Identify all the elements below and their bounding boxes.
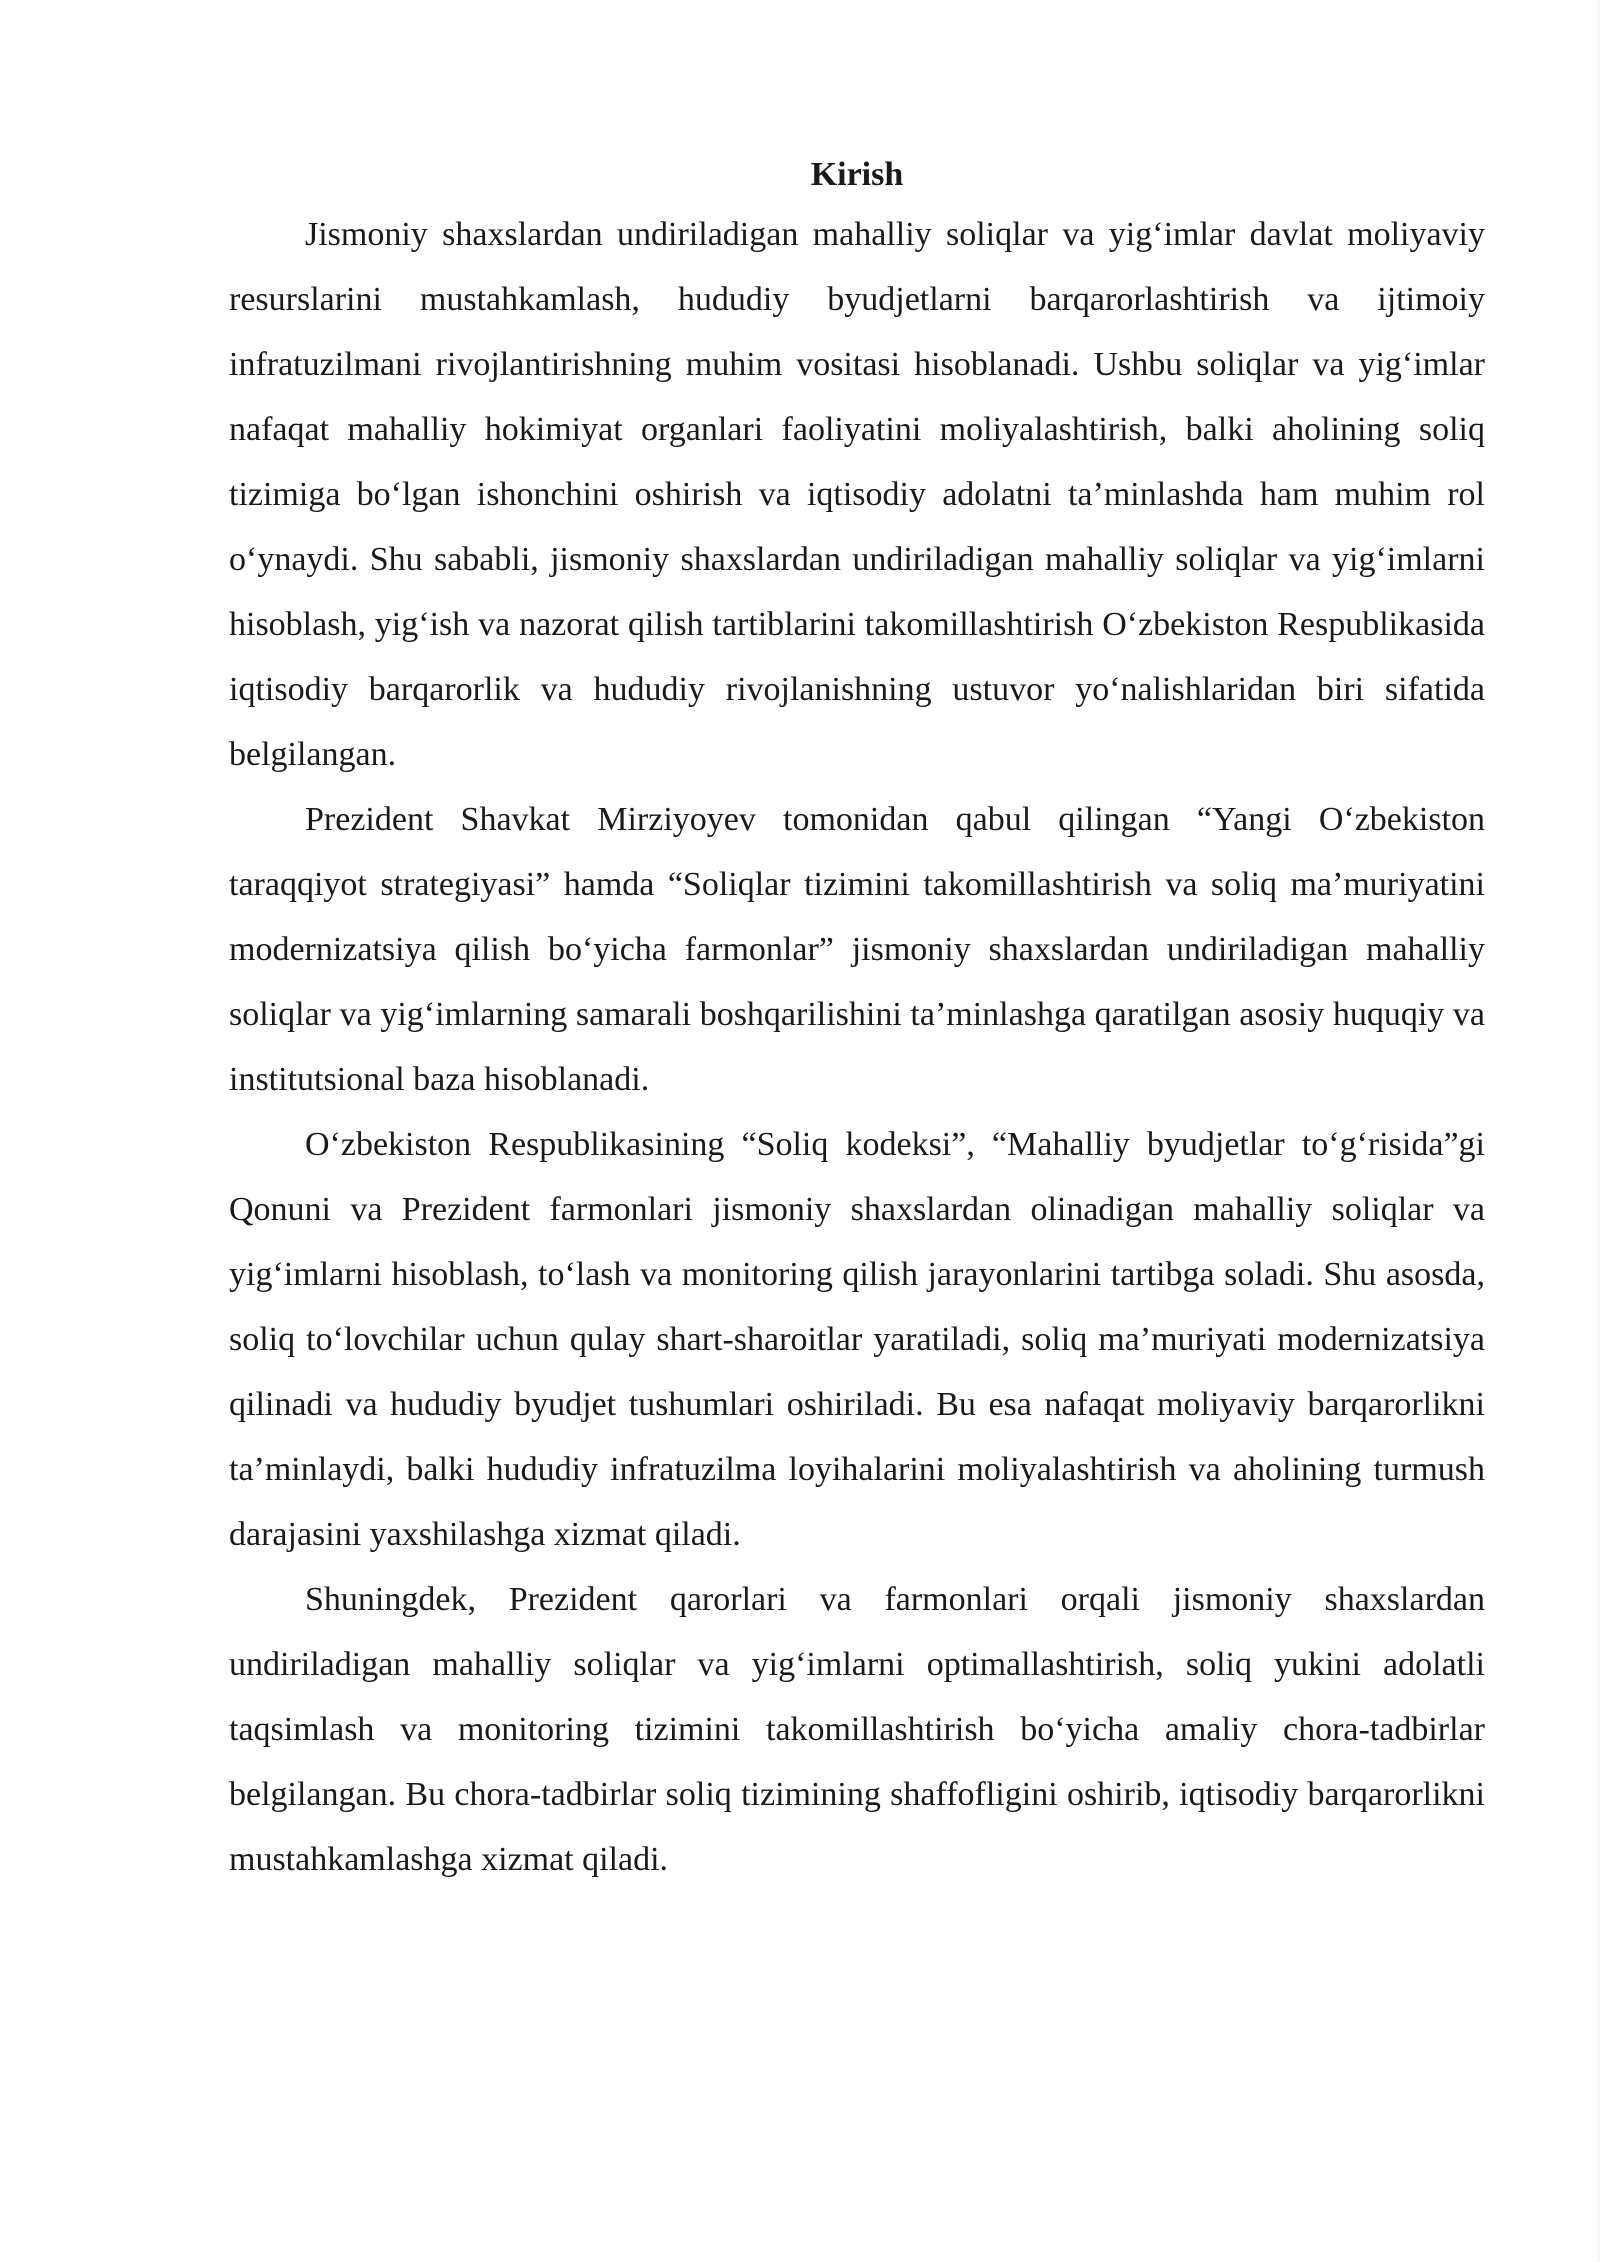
document-body bbox=[229, 148, 1485, 1892]
paragraph-3: O‘zbekiston Respublikasining “Soliq kodeksi”, “Mahalliy byudjetlar to‘g‘risida”gi Qonuni va Prezident farmonlari jismoniy shaxslardan olinadigan mahalliy soliqlar va yig‘imlarni hisoblash, to‘lash va monitoring qilish jarayonlarini tartibga soladi. Shu asosda, soliq to‘lovchilar uchun qulay shart-sharoitlar yaratiladi, soliq ma’muriyati modernizatsiya qilinadi va hududiy byudjet tushumlari oshiriladi. Bu esa nafaqat moliyaviy barqarorlikni ta’minlaydi, balki hududiy infratuzilma loyihalarini moliyalashtirish va aholining turmush darajasini yaxshilashga xizmat qiladi. bbox=[229, 1126, 1485, 1553]
document-title: Kirish bbox=[810, 156, 904, 193]
paragraph-4: Shuningdek, Prezident qarorlari va farmonlari orqali jismoniy shaxslardan undiriladigan mahalliy soliqlar va yig‘imlarni optimallashtirish, soliq yukini adolatli taqsimlash va monitoring tizimini takomillashtirish bo‘yicha amaliy chora-tadbirlar belgilangan. Bu chora-tadbirlar soliq tizimining shaffofligini oshirib, iqtisodiy barqarorlikni mustahkamlashga xizmat qiladi. bbox=[229, 1581, 1485, 1878]
paragraph-2: Prezident Shavkat Mirziyoyev tomonidan qabul qilingan “Yangi O‘zbekiston taraqqiyot strategiyasi” hamda “Soliqlar tizimini takomillashtirish va soliq ma’muriyatini modernizatsiya qilish bo‘yicha farmonlar” jismoniy shaxslardan undiriladigan mahalliy soliqlar va yig‘imlarning samarali boshqarilishini ta’minlashga qaratilgan asosiy huquqiy va institutsional baza hisoblanadi. bbox=[229, 801, 1485, 1098]
paragraph-1: Jismoniy shaxslardan undiriladigan mahalliy soliqlar va yig‘imlar davlat moliyaviy resurslarini mustahkamlash, hududiy byudjetlarni barqarorlashtirish va ijtimoiy infratuzilmani rivojlantirishning muhim vositasi hisoblanadi. Ushbu soliqlar va yig‘imlar nafaqat mahalliy hokimiyat organlari faoliyatini moliyalashtirish, balki aholining soliq tizimiga bo‘lgan ishonchini oshirish va iqtisodiy adolatni ta’minlashda ham muhim rol o‘ynaydi. Shu sababli, jismoniy shaxslardan undiriladigan mahalliy soliqlar va yig‘imlarni hisoblash, yig‘ish va nazorat qilish tartiblarini takomillashtirish O‘zbekiston Respublikasida iqtisodiy barqarorlik va hududiy rivojlanishning ustuvor yo‘nalishlaridan biri sifatida belgilangan. bbox=[229, 216, 1485, 773]
